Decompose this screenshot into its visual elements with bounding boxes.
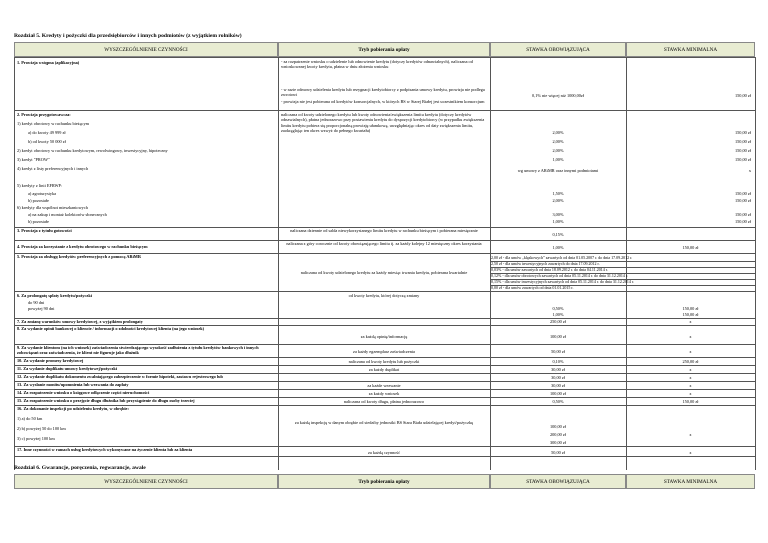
row-label: 12. Za wydanie duplikatu dokumentu zwalniającego zabezpieczenie w formie hipoteki, zastawu rejestrowego lub <box>17 374 223 379</box>
mode-text: naliczana dziennie od salda niewykorzystanego limitu kredytu w rachunku bieżącym i pobierana miesięcznie <box>290 228 478 233</box>
row-label: 10. Za wydanie promesy kredytowej <box>17 358 84 363</box>
rate-value: 2,00% <box>552 148 564 153</box>
header-mode: Tryb pobierania opłaty <box>278 42 490 57</box>
rate-value: 50,00 zł <box>551 450 565 455</box>
grid-line <box>755 57 756 470</box>
rate-value: 200,00 zł <box>550 432 566 437</box>
row-label: 8. Za wydanie opinii bankowej o kliencie / informacji o zdolności kredytowej klienta (na jego wniosek) <box>17 326 205 331</box>
mode-text: za każdy egzemplarz zaświadczenia <box>353 349 415 354</box>
header-activity: WYSZCZEGÓLNIENIE CZYNNOŚCI <box>14 42 278 57</box>
row-sub: 4) kredyt z listy preferencyjnych i innych <box>17 166 89 171</box>
min-value: 150,00 zł <box>735 93 751 98</box>
header-min: STAWKA MINIMALNA <box>626 474 755 489</box>
table-row <box>14 456 755 457</box>
mode-text: naliczana z góry corocznie od kwoty obowiązującego limitu tj. za każdy kolejny 12 miesięczny okres korzystania <box>286 241 482 246</box>
rate-line: 0,12% - dla umów obrotowych zawartych od dnia 05.11.2014 r. do dnia 31.12.2014 r. <box>491 273 628 278</box>
mode-text: - w razie odmowy udzielenia kredytu lub rezygnacji kredytobiorcy z podpisania umowy kredytu, prowizja nie podlega zwrotowi <box>281 87 485 98</box>
row-sub: 2) b) powyżej 50 do 100 km <box>17 426 66 431</box>
min-value: 150,00 zł <box>735 191 751 196</box>
min-value: x <box>689 334 692 339</box>
min-value: 150,00 zł <box>735 198 751 203</box>
row-sub: do 90 dni <box>28 300 45 305</box>
row-label: 15. Za rozpatrzenie wniosku o przejęcie długu dłużnika lub przystąpienie do długu osoby trzeciej <box>17 398 195 403</box>
header-rate: STAWKA OBOWIĄZUJĄCA <box>490 42 626 57</box>
row-sub: 3) c) powyżej 100 km <box>17 436 55 441</box>
row-label: 6. Za prolongatę spłaty kredytu/pożyczki <box>17 293 92 298</box>
grid-line <box>490 279 755 280</box>
row-sub: a) na zakup i montaż kolektorów słonecznych <box>28 212 107 217</box>
min-value: 150,00 zł <box>682 312 699 317</box>
rate-value: 2,00% <box>552 139 564 144</box>
rate-line: 2,00 zł - dla umów „klęskowych” zawartych od dnia 01.05.2007 r. do dnia 17.09.2012 r. <box>491 255 633 260</box>
rate-value: 1,00% <box>552 157 564 162</box>
rate-value: 0,50% <box>552 306 564 311</box>
table-row <box>14 291 755 292</box>
mode-text: naliczana od kwoty udzielonego kredytu za każdy miesiąc trwania kredytu, pobierana kwartalnie <box>300 270 468 275</box>
row-label: 17. Inne czynności w ramach usług kredytowych wykonywane na życzenie klienta lub za klienta <box>17 447 193 452</box>
row-label: 4. Prowizja za korzystanie z kredytu obrotowego w rachunku bieżącym <box>17 244 148 249</box>
rate-value: 250,00 zł <box>550 319 566 324</box>
row-label: 14. Za rozpatrzenie wniosku o księgowe odłączenie części nieruchomości <box>17 390 150 395</box>
min-value: x <box>689 450 692 455</box>
min-value: x <box>689 367 692 372</box>
min-value: 150,00 zł <box>735 130 751 135</box>
rate-value: 30,00 zł <box>551 367 565 372</box>
rate-value: 1,00% <box>552 312 564 317</box>
rate-value: 1,50% <box>552 191 564 196</box>
mode-text: za każdą inspekcję w danym obrębie od siedziby jednostki BS Stara Biała udzielającej kredyt/pożyczkę <box>294 420 474 425</box>
grid-line <box>278 57 279 470</box>
mode-text: za każdą czynność <box>368 450 400 455</box>
mode-text: - prowizja nie jest pobierana od kredytów konsorcjalnych, w których BS w Starej Białej jest uczestnikiem konsorcjum <box>281 99 485 104</box>
min-value: 150,00 zł <box>682 306 699 311</box>
row-sub: b) pozostałe <box>28 219 49 224</box>
min-value: x <box>689 319 692 324</box>
row-label: 1. Prowizja wstępna (aplikacyjna) <box>17 60 80 65</box>
rate-value: 2,00% <box>552 130 564 135</box>
rate-value: 30,00 zł <box>551 383 565 388</box>
header-activity: WYSZCZEGÓLNIENIE CZYNNOŚCI <box>14 474 278 489</box>
row-sub: powyżej 90 dni <box>28 306 55 311</box>
mode-text: naliczana od kwoty długu, płatna jednorazowo <box>343 399 425 404</box>
min-value: 150,00 zł <box>735 157 751 162</box>
mode-text: - za rozpatrzenie wniosku o udzielenie lub odnowienie kredytu (dotyczy kredytów odnawialnych), naliczana od wnioskowanej kwoty kredytu, płatna w dniu złożenia wniosku <box>281 59 473 70</box>
mode-text: za każde wezwanie <box>367 383 401 388</box>
rate-value: 2,00% <box>552 198 564 203</box>
row-sub: a) do kwoty 49 999 zł <box>28 130 66 135</box>
rate-value: 50,00 zł <box>551 349 565 354</box>
section6-title: Rozdział 6. Gwarancje, poręczenia, regwarancje, awale <box>14 465 146 471</box>
rate-value: 100,00 zł <box>550 334 566 339</box>
table-row <box>14 110 755 111</box>
row-sub: 5) kredyty z linii EFRWP: <box>17 183 63 188</box>
row-sub: b) od kwoty 50 000 zł <box>28 139 66 144</box>
min-value: x <box>689 432 692 437</box>
min-value: 150,00 zł <box>735 148 751 153</box>
rate-value: 0,10% <box>552 359 564 364</box>
grid-line <box>626 57 627 470</box>
mode-text: naliczana od kwoty udzielonego kredytu lub kwoty odnowienia/zwiększenia limitu kredytu (dotyczy kredytów odnawialnych), płatna jednorazowo przy postawieniu kredytu do dyspozycji kredytobiorcy (w przypadku zwiększenia limitu kredytu pobiera się proporcjonalną prowizję ułamkową, uwzględniając okres od daty zwiększenia limitu, zaokrąglając ten okres wzwyż do pełnego kwartału) <box>281 112 485 133</box>
row-sub: 6) kredyty dla wspólnot mieszkaniowych <box>17 205 88 210</box>
row-label: 16. Za dokonanie inspekcji po udzieleniu kredytu, w obrębie: <box>17 406 129 411</box>
min-value: x <box>689 391 692 396</box>
rate-value: 1,00% <box>552 245 564 250</box>
row-sub: 3) kredyt "PROW" <box>17 157 50 162</box>
rate-value: 100,00 zł <box>550 424 566 429</box>
min-value: 150,00 zł <box>682 245 699 250</box>
rate-line: 2,50 zł - dla umów inwestycyjnych zawartych do dnia 17.09.2012 r. <box>491 261 600 266</box>
row-sub: b) pozostałe <box>28 198 49 203</box>
min-value: 250,00 zł <box>682 359 699 364</box>
row-sub: 2) kredyt obrotowy w rachunku kredytowym, rewolwingowy, inwestycyjny, hipoteczny <box>17 148 168 153</box>
row-label: 3. Prowizja z tytułu gotowości <box>17 228 72 233</box>
min-value: x <box>689 349 692 354</box>
rate-value: 0,15% <box>552 232 564 237</box>
rate-line: 0,15% - dla umów inwestycyjnych zawartych od dnia 05.11.2014 r. do dnia 31.12.2014 r. <box>491 279 634 284</box>
header-min: STAWKA MINIMALNA <box>626 42 755 57</box>
mode-text: za każdy duplikat <box>368 367 400 372</box>
rate-value: 0,1% nie więcej niż 1000,00zł <box>531 93 585 98</box>
min-value: 150,00 zł <box>682 399 699 404</box>
grid-line <box>490 285 755 286</box>
section5-title: Rozdział 5. Kredyty i pożyczki dla przedsiębiorców i innych podmiotów (z wyjątkiem rolników) <box>14 33 242 39</box>
grid-line <box>490 273 755 274</box>
table-row <box>14 57 755 58</box>
header-mode: Tryb pobierania opłaty <box>278 474 490 489</box>
grid-line <box>490 261 755 262</box>
header-rate: STAWKA OBOWIĄZUJĄCA <box>490 474 626 489</box>
min-value: 150,00 zł <box>735 212 751 217</box>
rate-value: 30,00 zł <box>551 375 565 380</box>
rate-value: 100,00 zł <box>550 391 566 396</box>
row-label: 7. Za zmianę warunków umowy kredytowej, z wyjątkiem prolongaty <box>17 319 143 324</box>
mode-text: za każdą opinię/informację <box>360 334 408 339</box>
row-sub: 1) kredyt obrotowy w rachunku bieżącym <box>17 121 89 126</box>
rate-value: 0,50% <box>552 399 564 404</box>
rate-line: 0,03% - dla umów zawartych od dnia 18.09.2012 r. do dnia 04.11.2014 r. <box>491 267 608 272</box>
row-label: 5. Prowizja za obsługę kredytów preferencyjnych z pomocą ARiMR <box>17 254 141 259</box>
rate-value: 300,00 zł <box>550 440 566 445</box>
grid-line <box>14 57 15 470</box>
row-label: 9. Za wydanie klientom (na ich wniosek) zaświadczenia stwierdzającego wysokość zadłużenia z tytułu kredytów bankowych i innych zobowiązań oraz zaświadczenia, że klient nie figuruje jako dłużnik <box>17 345 259 356</box>
row-sub: a) agroturystyka <box>28 191 57 196</box>
grid-line <box>490 267 755 268</box>
table-row <box>14 365 755 366</box>
rate-value: 1,00% <box>552 219 564 224</box>
min-value: x <box>689 383 692 388</box>
table-row <box>14 357 755 358</box>
min-value: x <box>748 168 751 173</box>
rate-value: 3,00% <box>552 212 564 217</box>
row-label: 2. Prowizja przygotowawcza: <box>17 112 71 117</box>
rate-line: 0,00 zł - dla umów zawartych od dnia 01.01.2015 r. <box>491 285 574 290</box>
mode-text: naliczana od kwoty kredytu lub pożyczki <box>348 359 420 364</box>
min-value: 150,00 zł <box>735 139 751 144</box>
row-sub: 1) a) do 50 km <box>17 416 43 421</box>
mode-text: za każdy wniosek <box>368 391 400 396</box>
mode-text: od kwoty kredytu, której dotyczą zmiany <box>348 293 420 298</box>
min-value: 150,00 zł <box>735 219 751 224</box>
min-value: x <box>689 375 692 380</box>
row-label: 11. Za wydanie duplikatu umowy kredytowej/pożyczki <box>17 366 117 371</box>
rate-value: wg umowy z ARiMR oraz innymi podmiotami <box>517 168 599 173</box>
row-label: 13. Za wysłanie monitu/upomnienia lub wezwania do zapłaty <box>17 382 129 387</box>
